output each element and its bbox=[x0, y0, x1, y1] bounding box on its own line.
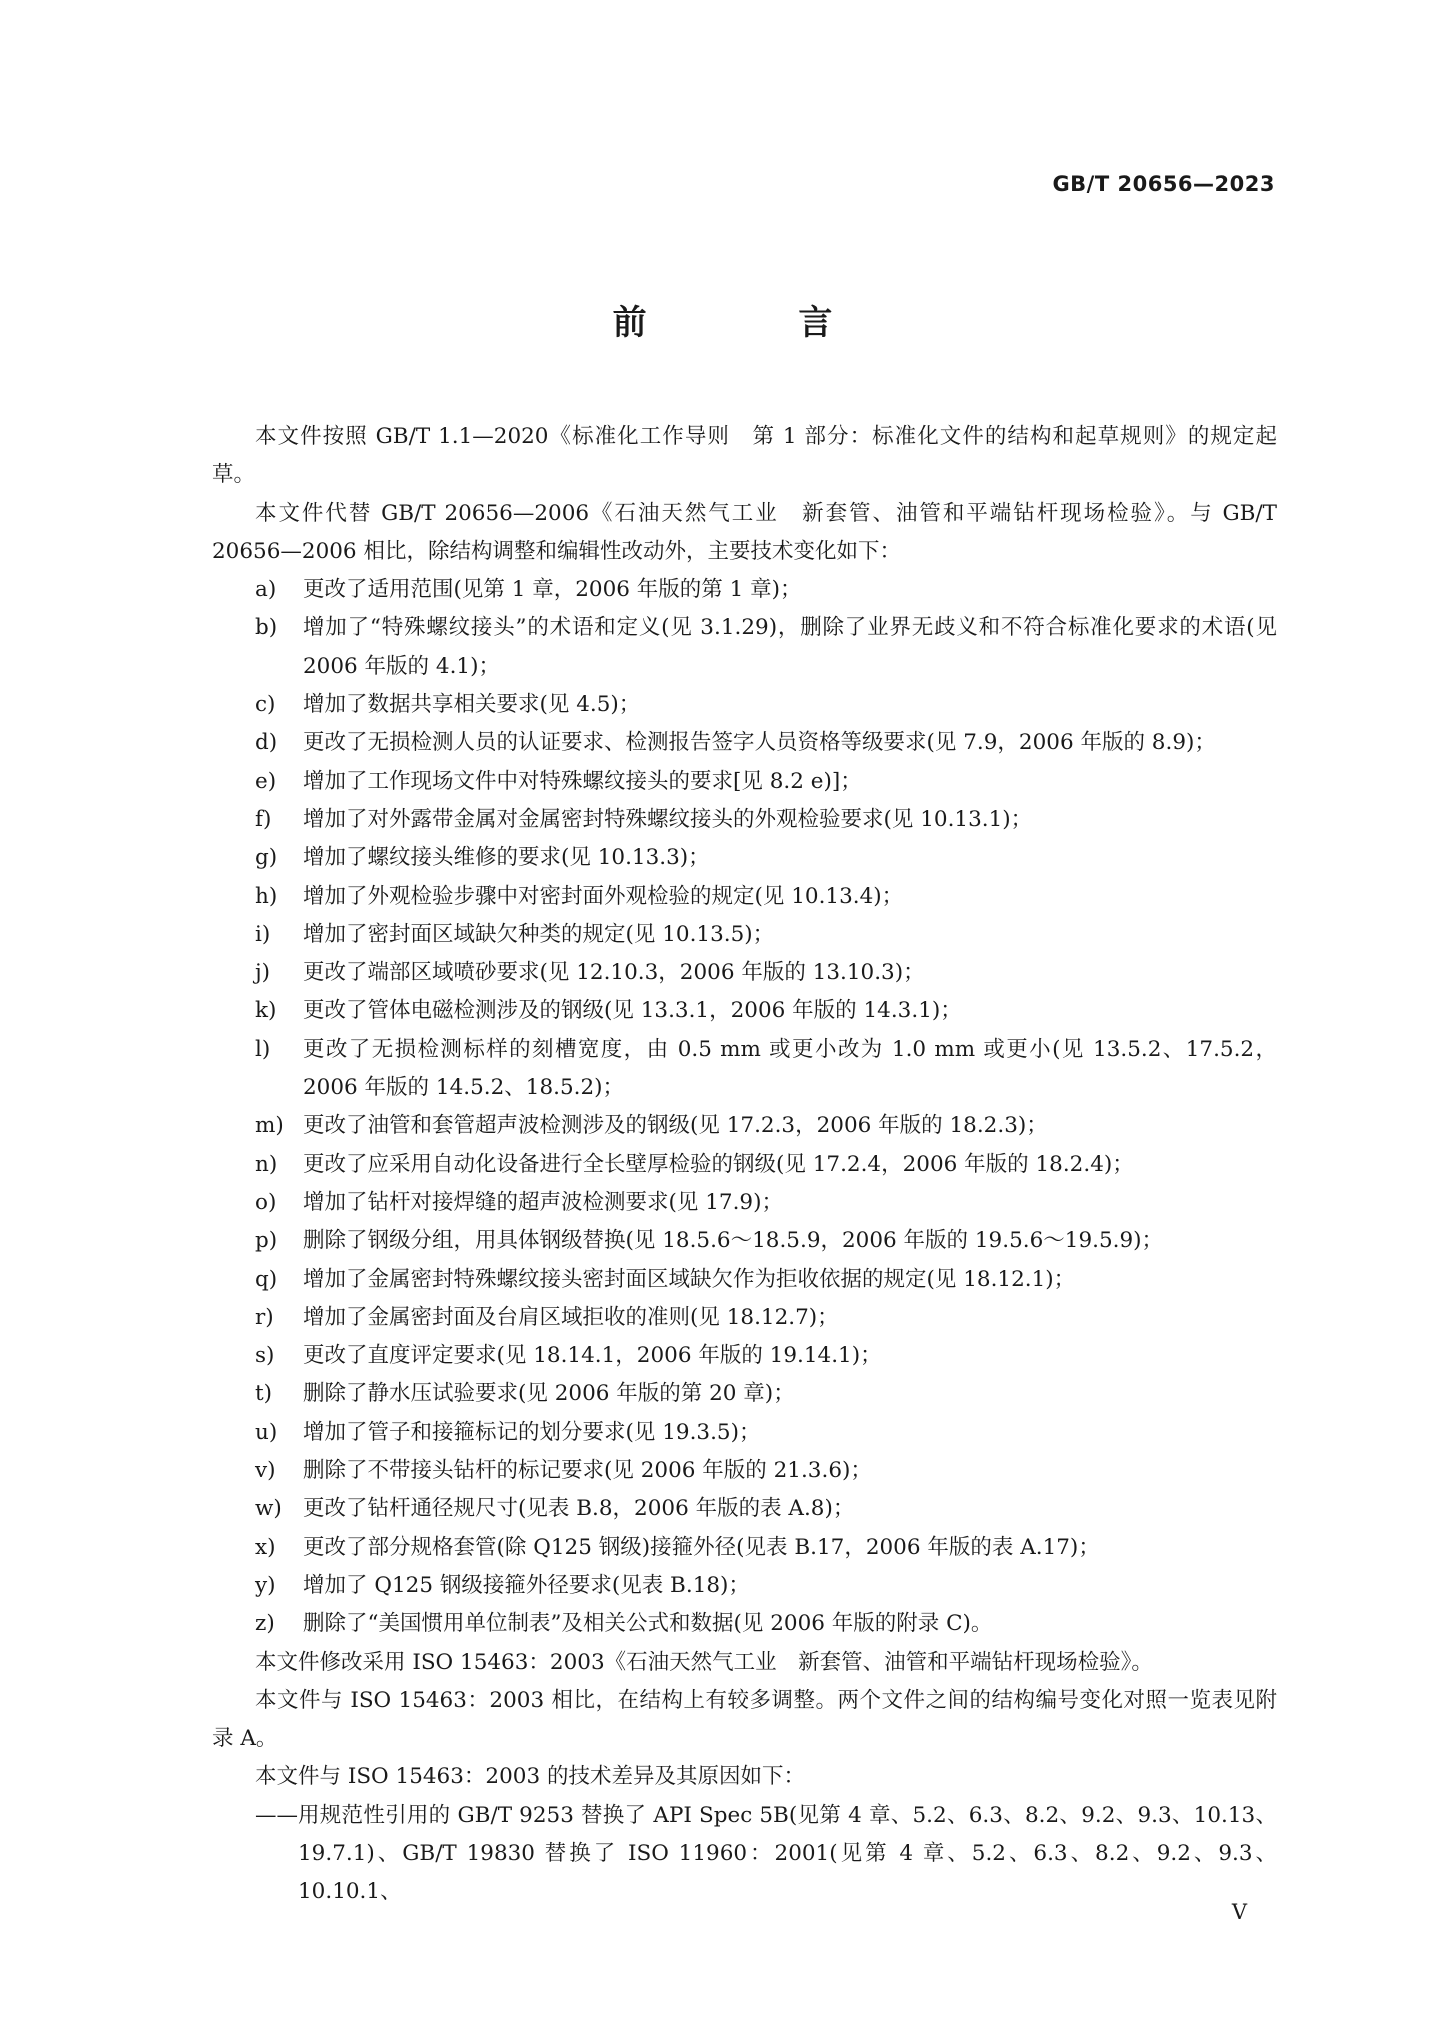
list-item-text: 更改了应采用自动化设备进行全长壁厚检验的钢级(见 17.2.4，2006 年版的 18.2.4)； bbox=[303, 1151, 1134, 1177]
list-item-text: 更改了无损检测标样的刻槽宽度，由 0.5 mm 或更小改为 1.0 mm 或更小(见 13.5.2、17.5.2，2006 年版的 14.5.2、18.5.2)； bbox=[303, 1036, 1277, 1101]
list-item bbox=[212, 992, 1277, 1030]
list-item-tag: r) bbox=[255, 1304, 274, 1330]
list-item bbox=[212, 763, 1277, 801]
list-item-text: 增加了数据共享相关要求(见 4.5)； bbox=[303, 692, 641, 718]
list-item bbox=[212, 724, 1277, 762]
list-item-tag: l) bbox=[255, 1036, 271, 1062]
list-item-tag: k) bbox=[255, 998, 277, 1024]
list-item-tag: y) bbox=[255, 1572, 276, 1598]
list-item bbox=[212, 1529, 1277, 1567]
list-item-text: 更改了无损检测人员的认证要求、检测报告签字人员资格等级要求(见 7.9，2006 年版的 8.9)； bbox=[303, 730, 1216, 756]
list-item-tag: v) bbox=[255, 1458, 276, 1484]
list-item-text: 增加了管子和接箍标记的划分要求(见 19.3.5)； bbox=[303, 1419, 761, 1445]
list-item-text: 删除了钢级分组，用具体钢级替换(见 18.5.6～18.5.9，2006 年版的 19.5.6～19.5.9)； bbox=[303, 1228, 1164, 1254]
list-item-text: 更改了部分规格套管(除 Q125 钢级)接箍外径(见表 B.17，2006 年版的表 A.17)； bbox=[303, 1534, 1100, 1560]
list-item-tag: t) bbox=[255, 1381, 273, 1407]
list-item bbox=[212, 1222, 1277, 1260]
list-item-tag: x) bbox=[255, 1534, 276, 1560]
list-item bbox=[212, 686, 1277, 724]
list-item-text: 增加了螺纹接头维修的要求(见 10.13.3)； bbox=[303, 845, 710, 871]
list-item-tag: z) bbox=[255, 1611, 275, 1637]
list-item-tag: h) bbox=[255, 883, 278, 909]
list-item-text: 更改了油管和套管超声波检测涉及的钢级(见 17.2.3，2006 年版的 18.2.3)； bbox=[303, 1113, 1048, 1139]
list-item-text: 增加了金属密封面及台肩区域拒收的准则(见 18.12.7)； bbox=[303, 1304, 839, 1330]
standard-code: GB/T 20656—2023 bbox=[1052, 172, 1275, 196]
list-item bbox=[212, 1299, 1277, 1337]
page-title: 前 言 bbox=[612, 303, 903, 343]
list-item-tag: d) bbox=[255, 730, 278, 756]
changes-list bbox=[212, 571, 1277, 1643]
list-item-text: 删除了不带接头钻杆的标记要求(见 2006 年版的 21.3.6)； bbox=[303, 1458, 872, 1484]
list-item-text: 增加了金属密封特殊螺纹接头密封面区域缺欠作为拒收依据的规定(见 18.12.1)； bbox=[303, 1266, 1076, 1292]
list-item bbox=[212, 878, 1277, 916]
paragraph: 本文件代替 GB/T 20656—2006《石油天然气工业 新套管、油管和平端钻杆现场检验》。与 GB/T 20656—2006 相比，除结构调整和编辑性改动外，主要技术变化如下： bbox=[212, 500, 1277, 564]
list-item-text: 增加了对外露带金属对金属密封特殊螺纹接头的外观检验要求(见 10.13.1)； bbox=[303, 806, 1033, 832]
document-body bbox=[212, 418, 1277, 1912]
list-item bbox=[212, 1490, 1277, 1528]
list-item-tag: i) bbox=[255, 921, 271, 947]
list-item bbox=[212, 801, 1277, 839]
list-item-tag: c) bbox=[255, 692, 276, 718]
list-item bbox=[212, 1107, 1277, 1145]
list-item bbox=[212, 1261, 1277, 1299]
list-item bbox=[212, 839, 1277, 877]
list-item-tag: m) bbox=[255, 1113, 284, 1139]
list-item-text: 更改了钻杆通径规尺寸(见表 B.8，2006 年版的表 A.8)； bbox=[303, 1496, 855, 1522]
list-item-tag: w) bbox=[255, 1496, 282, 1522]
list-item bbox=[212, 609, 1277, 686]
list-item bbox=[212, 1375, 1277, 1413]
list-item-tag: f) bbox=[255, 806, 272, 832]
paragraph: 本文件与 ISO 15463：2003 的技术差异及其原因如下： bbox=[255, 1764, 805, 1790]
list-item-text: 增加了“特殊螺纹接头”的术语和定义(见 3.1.29)，删除了业界无歧义和不符合标准化要求的术语(见 2006 年版的 4.1)； bbox=[303, 615, 1277, 679]
list-item bbox=[212, 571, 1277, 609]
list-item bbox=[212, 1452, 1277, 1490]
list-item-tag: a) bbox=[255, 577, 277, 603]
dash-item-text: 用规范性引用的 GB/T 9253 替换了 API Spec 5B(见第 4 章、5.2、6.3、8.2、9.2、9.3、10.13、19.7.1)、GB/T 19830 替换了 ISO 11960：2001(见第 4 章、5.2、6.3、8.2、9.2、9.3、10.10.1、 bbox=[298, 1802, 1277, 1905]
list-item-text: 删除了“美国惯用单位制表”及相关公式和数据(见 2006 年版的附录 C)。 bbox=[303, 1611, 993, 1637]
list-item-text: 增加了工作现场文件中对特殊螺纹接头的要求[见 8.2 e)]； bbox=[303, 768, 862, 794]
list-item bbox=[212, 1337, 1277, 1375]
list-item bbox=[212, 954, 1277, 992]
list-item bbox=[212, 1605, 1277, 1643]
list-item-tag: b) bbox=[255, 615, 278, 641]
dash-item-tag: —— bbox=[255, 1802, 298, 1828]
list-item-tag: n) bbox=[255, 1151, 278, 1177]
list-item bbox=[212, 1031, 1277, 1108]
list-item-text: 增加了 Q125 钢级接箍外径要求(见表 B.18)； bbox=[303, 1572, 750, 1598]
list-item-text: 增加了密封面区域缺欠种类的规定(见 10.13.5)； bbox=[303, 921, 775, 947]
list-item-text: 增加了外观检验步骤中对密封面外观检验的规定(见 10.13.4)； bbox=[303, 883, 904, 909]
list-item-text: 更改了管体电磁检测涉及的钢级(见 13.3.1，2006 年版的 14.3.1)； bbox=[303, 998, 962, 1024]
list-item bbox=[212, 916, 1277, 954]
list-item bbox=[212, 1184, 1277, 1222]
paragraph: 本文件按照 GB/T 1.1—2020《标准化工作导则 第 1 部分：标准化文件的结构和起草规则》的规定起草。 bbox=[212, 424, 1277, 488]
list-item-text: 删除了静水压试验要求(见 2006 年版的第 20 章)； bbox=[303, 1381, 795, 1407]
list-item-tag: o) bbox=[255, 1189, 277, 1215]
list-item-tag: u) bbox=[255, 1419, 278, 1445]
paragraph: 本文件与 ISO 15463：2003 相比，在结构上有较多调整。两个文件之间的结构编号变化对照一览表见附录 A。 bbox=[212, 1687, 1277, 1752]
list-item-text: 更改了端部区域喷砂要求(见 12.10.3，2006 年版的 13.10.3)； bbox=[303, 960, 925, 986]
list-item-tag: g) bbox=[255, 845, 278, 871]
list-item-tag: q) bbox=[255, 1266, 278, 1292]
list-item-tag: p) bbox=[255, 1228, 278, 1254]
dash-list-item bbox=[212, 1797, 1277, 1912]
page-number: V bbox=[1231, 1900, 1247, 1924]
paragraph: 本文件修改采用 ISO 15463：2003《石油天然气工业 新套管、油管和平端钻杆现场检验》。 bbox=[255, 1649, 1153, 1675]
list-item bbox=[212, 1414, 1277, 1452]
list-item bbox=[212, 1146, 1277, 1184]
list-item-tag: s) bbox=[255, 1343, 275, 1369]
list-item-text: 更改了适用范围(见第 1 章，2006 年版的第 1 章)； bbox=[303, 577, 802, 603]
list-item-text: 更改了直度评定要求(见 18.14.1，2006 年版的 19.14.1)； bbox=[303, 1343, 882, 1369]
list-item-tag: e) bbox=[255, 768, 277, 794]
list-item-text: 增加了钻杆对接焊缝的超声波检测要求(见 17.9)； bbox=[303, 1189, 783, 1215]
list-item-tag: j) bbox=[255, 960, 271, 986]
list-item bbox=[212, 1567, 1277, 1605]
